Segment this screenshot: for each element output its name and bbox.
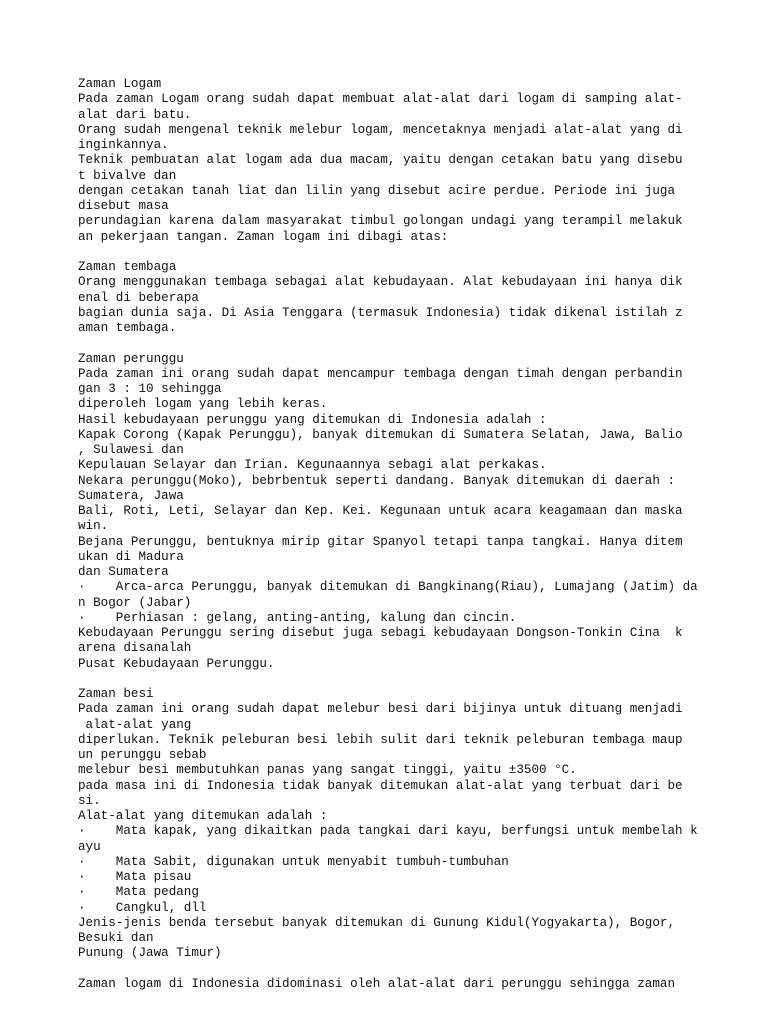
text-line: Besuki dan <box>78 931 154 945</box>
text-line: Jenis-jenis benda tersebut banyak ditemukan di Gunung Kidul(Yogyakarta), Bogor, <box>78 915 676 930</box>
text-line: Pusat Kebudayaan Perunggu. <box>78 656 275 671</box>
text-line: Zaman Logam <box>78 77 162 91</box>
text-line: · Mata pedang <box>78 885 199 900</box>
text-line: Hasil kebudayaan perunggu yang ditemukan di Indonesia adalah : <box>78 412 547 427</box>
text-line: · Mata pisau <box>78 870 192 884</box>
text-line: Pada zaman ini orang sudah dapat mencampur tembaga dengan timah dengan perbandin <box>78 366 683 381</box>
text-line: win. <box>78 519 109 534</box>
text-line: · Cangkul, dll <box>78 900 207 915</box>
text-line: aman tembaga. <box>78 321 177 335</box>
text-line: inginkannya. <box>78 138 169 152</box>
text-line: an pekerjaan tangan. Zaman logam ini dibagi atas: <box>78 229 449 244</box>
text-line: bagian dunia saja. Di Asia Tenggara (termasuk Indonesia) tidak dikenal istilah z <box>78 305 683 320</box>
text-line: Alat-alat yang ditemukan adalah : <box>78 809 328 823</box>
text-line: · Arca-arca Perunggu, banyak ditemukan di Bangkinang(Riau), Lumajang (Jatim) da <box>78 580 698 595</box>
text-line: enal di beberapa <box>78 290 199 305</box>
text-line: Pada zaman ini orang sudah dapat melebur besi dari bijinya untuk dituang menjadi <box>78 702 683 717</box>
text-line: Kapak Corong (Kapak Perunggu), banyak ditemukan di Sumatera Selatan, Jawa, Balio <box>78 427 683 442</box>
text-line: diperoleh logam yang lebih keras. <box>78 397 328 412</box>
text-line: Kepulauan Selayar dan Irian. Kegunaannya sebagi alat perkakas. <box>78 458 547 473</box>
text-line: Zaman tembaga <box>78 260 177 274</box>
text-line: Kebudayaan Perunggu sering disebut juga sebagi kebudayaan Dongson-Tonkin Cina k <box>78 626 683 640</box>
text-line: si. <box>78 793 101 808</box>
text-line: n Bogor (Jabar) <box>78 595 192 610</box>
text-line: Orang menggunakan tembaga sebagai alat kebudayaan. Alat kebudayaan ini hanya dik <box>78 275 683 290</box>
text-line: gan 3 : 10 sehingga <box>78 382 222 396</box>
text-line: dengan cetakan tanah liat dan lilin yang disebut acire perdue. Periode ini juga <box>78 183 676 198</box>
text-line: Zaman perunggu <box>78 351 184 366</box>
text-line: alat dari batu. <box>78 107 192 122</box>
text-line: · Mata kapak, yang dikaitkan pada tangkai dari kayu, berfungsi untuk membelah k <box>78 824 698 839</box>
text-line: Nekara perunggu(Moko), bebrbentuk seperti dandang. Banyak ditemukan di daerah : <box>78 473 676 488</box>
blank-line <box>78 336 718 351</box>
blank-line <box>78 245 718 260</box>
text-line: Bali, Roti, Leti, Selayar dan Kep. Kei. Kegunaan untuk acara keagamaan dan maska <box>78 504 683 518</box>
text-line: Sumatera, Jawa <box>78 488 184 503</box>
text-line: ukan di Madura <box>78 549 184 564</box>
text-line: Punung (Jawa Timur) <box>78 946 222 961</box>
text-line: arena disanalah <box>78 641 192 656</box>
text-line: alat-alat yang <box>78 717 192 732</box>
text-line: pada masa ini di Indonesia tidak banyak ditemukan alat-alat yang terbuat dari be <box>78 778 683 793</box>
text-line: perundagian karena dalam masyarakat timbul golongan undagi yang terampil melakuk <box>78 214 683 229</box>
blank-line <box>78 962 718 977</box>
text-line: disebut masa <box>78 199 169 213</box>
text-line: melebur besi membutuhkan panas yang sangat tinggi, yaitu ±3500 °C. <box>78 763 577 778</box>
text-line: t bivalve dan <box>78 168 177 183</box>
text-line: Orang sudah mengenal teknik melebur logam, mencetaknya menjadi alat-alat yang di <box>78 122 683 137</box>
document-body <box>78 77 718 992</box>
text-line: , Sulawesi dan <box>78 443 184 457</box>
text-line: Bejana Perunggu, bentuknya mirip gitar Spanyol tetapi tanpa tangkai. Hanya ditem <box>78 534 683 549</box>
text-line: Zaman logam di Indonesia didominasi oleh alat-alat dari perunggu sehingga zaman <box>78 976 676 991</box>
blank-line <box>78 672 718 687</box>
text-line: Zaman besi <box>78 687 154 701</box>
text-line: · Mata Sabit, digunakan untuk menyabit tumbuh-tumbuhan <box>78 854 509 869</box>
text-line: Pada zaman Logam orang sudah dapat membuat alat-alat dari logam di samping alat- <box>78 92 683 107</box>
text-line: Teknik pembuatan alat logam ada dua macam, yaitu dengan cetakan batu yang disebu <box>78 153 683 168</box>
text-line: diperlukan. Teknik peleburan besi lebih sulit dari teknik peleburan tembaga maup <box>78 732 683 747</box>
text-line: ayu <box>78 839 101 854</box>
text-line: un perunggu sebab <box>78 748 207 762</box>
text-line: · Perhiasan : gelang, anting-anting, kalung dan cincin. <box>78 610 517 625</box>
text-line: dan Sumatera <box>78 565 169 579</box>
